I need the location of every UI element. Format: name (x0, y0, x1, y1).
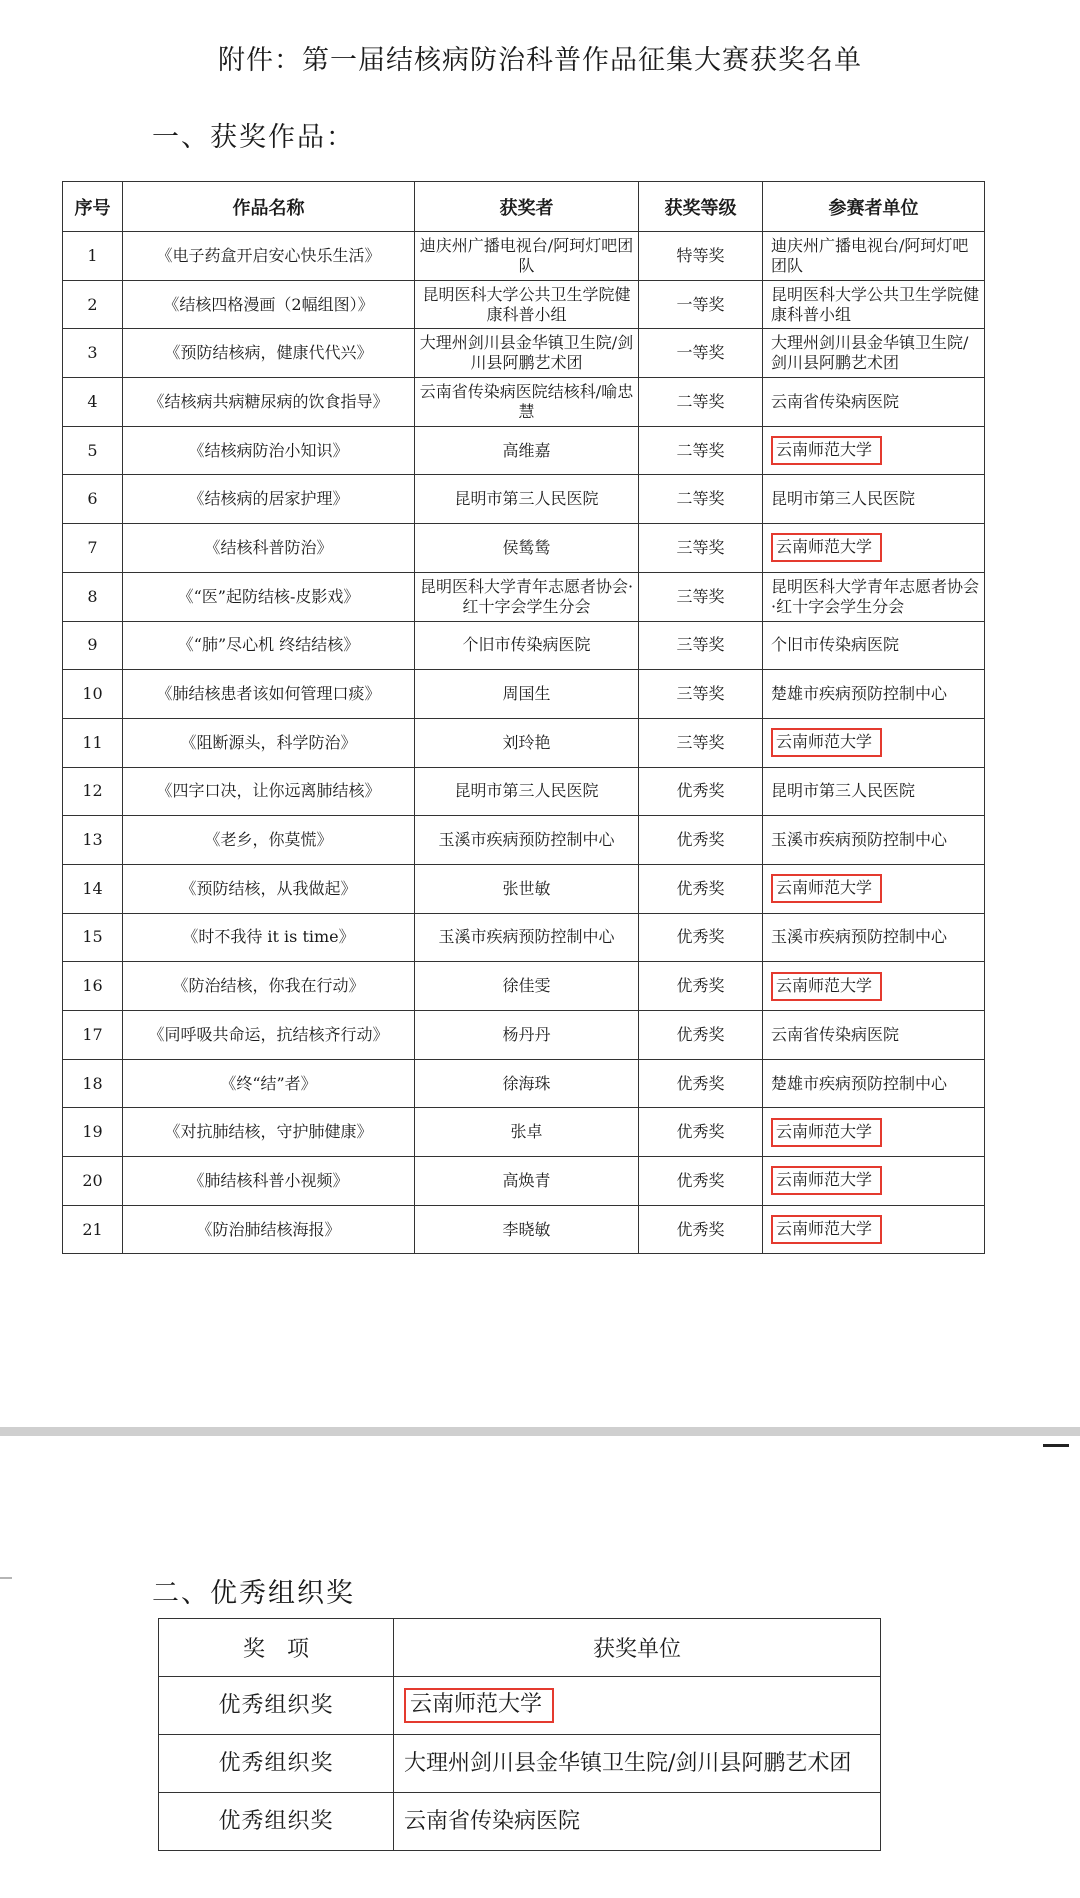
header-participant-unit: 参赛者单位 (763, 182, 985, 232)
cell-award-level: 优秀奖 (639, 1011, 763, 1060)
cell-number: 16 (63, 962, 123, 1011)
cell-number: 15 (63, 913, 123, 962)
cell-participant-unit (763, 524, 985, 573)
cell-winner: 徐佳雯 (415, 962, 639, 1011)
cell-participant-unit: 玉溪市疾病预防控制中心 (763, 816, 985, 865)
table-row (63, 621, 985, 670)
cell-winner: 个旧市传染病医院 (415, 621, 639, 670)
table-row (63, 670, 985, 719)
cell-award-unit: 云南省传染病医院 (394, 1793, 881, 1851)
header-award-level: 获奖等级 (639, 182, 763, 232)
table-row (63, 767, 985, 816)
cell-work-title: 《终“结”者》 (123, 1059, 415, 1108)
cell-number: 19 (63, 1108, 123, 1157)
cell-participant-unit: 大理州剑川县金华镇卫生院/剑川县阿鹏艺术团 (763, 329, 985, 378)
cell-number: 2 (63, 280, 123, 329)
cell-award-level: 优秀奖 (639, 1108, 763, 1157)
table-row (63, 280, 985, 329)
cell-participant-unit: 昆明医科大学公共卫生学院健康科普小组 (763, 280, 985, 329)
cell-award-level: 三等奖 (639, 670, 763, 719)
table-row (63, 913, 985, 962)
table-row (63, 232, 985, 281)
table-row (63, 572, 985, 621)
cell-work-title: 《预防结核病，健康代代兴》 (123, 329, 415, 378)
section-title-awards: 一、获奖作品： (152, 122, 355, 153)
cell-work-title: 《“肺”尽心机 终结结核》 (123, 621, 415, 670)
cell-work-title: 《同呼吸共命运，抗结核齐行动》 (123, 1011, 415, 1060)
page-edge-mark (1043, 1444, 1069, 1447)
cell-award-level: 一等奖 (639, 329, 763, 378)
cell-winner: 玉溪市疾病预防控制中心 (415, 816, 639, 865)
highlighted-unit: 云南师范大学 (771, 1118, 882, 1147)
cell-work-title: 《防治肺结核海报》 (123, 1205, 415, 1254)
cell-work-title: 《四字口决，让你远离肺结核》 (123, 767, 415, 816)
cell-award-level: 优秀奖 (639, 913, 763, 962)
table-row (63, 1059, 985, 1108)
cell-winner: 大理州剑川县金华镇卫生院/剑川县阿鹏艺术团 (415, 329, 639, 378)
cell-award-unit: 大理州剑川县金华镇卫生院/剑川县阿鹏艺术团 (394, 1735, 881, 1793)
highlighted-unit: 云南师范大学 (771, 1215, 882, 1244)
cell-participant-unit: 昆明市第三人民医院 (763, 767, 985, 816)
highlighted-unit: 云南师范大学 (771, 436, 882, 465)
cell-work-title: 《结核科普防治》 (123, 524, 415, 573)
highlighted-unit: 云南师范大学 (771, 1166, 882, 1195)
table-row (63, 426, 985, 475)
cell-work-title: 《结核病共病糖尿病的饮食指导》 (123, 378, 415, 427)
cell-number: 4 (63, 378, 123, 427)
cell-work-title: 《肺结核患者该如何管理口痰》 (123, 670, 415, 719)
table-row (63, 962, 985, 1011)
cell-participant-unit (763, 864, 985, 913)
cell-participant-unit: 云南省传染病医院 (763, 1011, 985, 1060)
cell-participant-unit (763, 962, 985, 1011)
cell-participant-unit: 个旧市传染病医院 (763, 621, 985, 670)
cell-work-title: 《对抗肺结核，守护肺健康》 (123, 1108, 415, 1157)
header-work-title: 作品名称 (123, 182, 415, 232)
table-row (63, 1157, 985, 1206)
cell-winner: 昆明市第三人民医院 (415, 475, 639, 524)
section-title-organization-award: 二、优秀组织奖 (152, 1578, 355, 1609)
cell-award-level: 优秀奖 (639, 767, 763, 816)
cell-award-level: 特等奖 (639, 232, 763, 281)
page-break-divider (0, 1427, 1080, 1436)
cell-award-level: 优秀奖 (639, 864, 763, 913)
cell-award-level: 二等奖 (639, 475, 763, 524)
cell-number: 5 (63, 426, 123, 475)
cell-work-title: 《老乡，你莫慌》 (123, 816, 415, 865)
cell-number: 10 (63, 670, 123, 719)
table-row (63, 1011, 985, 1060)
document-title: 附件：第一届结核病防治科普作品征集大赛获奖名单 (218, 45, 862, 76)
table-row (63, 524, 985, 573)
cell-number: 21 (63, 1205, 123, 1254)
highlighted-unit: 云南师范大学 (771, 972, 882, 1001)
cell-number: 9 (63, 621, 123, 670)
cell-winner: 刘玲艳 (415, 718, 639, 767)
cell-award-level: 一等奖 (639, 280, 763, 329)
cell-work-title: 《结核病防治小知识》 (123, 426, 415, 475)
table-row (63, 1205, 985, 1254)
cell-number: 1 (63, 232, 123, 281)
cell-participant-unit: 楚雄市疾病预防控制中心 (763, 670, 985, 719)
org-table-header-row (159, 1619, 881, 1677)
table-row (63, 816, 985, 865)
cell-work-title: 《电子药盒开启安心快乐生活》 (123, 232, 415, 281)
cell-award-level: 三等奖 (639, 621, 763, 670)
cell-winner: 张卓 (415, 1108, 639, 1157)
cell-winner: 李晓敏 (415, 1205, 639, 1254)
table-row (159, 1677, 881, 1735)
cell-number: 12 (63, 767, 123, 816)
cell-winner: 周国生 (415, 670, 639, 719)
awards-table-header-row (63, 182, 985, 232)
header-number: 序号 (63, 182, 123, 232)
cell-award-level: 二等奖 (639, 426, 763, 475)
table-row (63, 329, 985, 378)
cell-participant-unit (763, 1157, 985, 1206)
cell-work-title: 《阻断源头，科学防治》 (123, 718, 415, 767)
cell-number: 17 (63, 1011, 123, 1060)
cell-award-level: 三等奖 (639, 524, 763, 573)
highlighted-unit: 云南师范大学 (771, 874, 882, 903)
cell-award-level: 优秀奖 (639, 1205, 763, 1254)
cell-number: 13 (63, 816, 123, 865)
awards-table (62, 181, 985, 1254)
cell-winner: 张世敏 (415, 864, 639, 913)
cell-award-unit (394, 1677, 881, 1735)
table-row (63, 378, 985, 427)
highlighted-unit: 云南师范大学 (771, 728, 882, 757)
cell-award-level: 三等奖 (639, 718, 763, 767)
table-row (63, 718, 985, 767)
awards-table-body (63, 232, 985, 1254)
cell-winner: 高维嘉 (415, 426, 639, 475)
cell-number: 14 (63, 864, 123, 913)
cell-award-level: 优秀奖 (639, 1157, 763, 1206)
cell-winner: 昆明医科大学公共卫生学院健康科普小组 (415, 280, 639, 329)
table-row (159, 1735, 881, 1793)
table-row (63, 1108, 985, 1157)
cell-participant-unit: 昆明市第三人民医院 (763, 475, 985, 524)
table-row (63, 475, 985, 524)
cell-work-title: 《预防结核，从我做起》 (123, 864, 415, 913)
cell-participant-unit: 云南省传染病医院 (763, 378, 985, 427)
cell-participant-unit (763, 718, 985, 767)
cell-participant-unit (763, 1205, 985, 1254)
cell-work-title: 《“医”起防结核-皮影戏》 (123, 572, 415, 621)
header-award-unit: 获奖单位 (394, 1619, 881, 1677)
cell-winner: 侯鸶鸶 (415, 524, 639, 573)
cell-winner: 迪庆州广播电视台/阿珂灯吧团队 (415, 232, 639, 281)
cell-award-level: 三等奖 (639, 572, 763, 621)
cell-number: 8 (63, 572, 123, 621)
cell-winner: 昆明市第三人民医院 (415, 767, 639, 816)
highlighted-unit: 云南师范大学 (404, 1688, 554, 1723)
cell-award-level: 二等奖 (639, 378, 763, 427)
cell-participant-unit: 迪庆州广播电视台/阿珂灯吧团队 (763, 232, 985, 281)
cell-award-level: 优秀奖 (639, 816, 763, 865)
organization-award-table (158, 1618, 881, 1851)
cell-participant-unit (763, 1108, 985, 1157)
org-table-body (159, 1677, 881, 1851)
table-row (159, 1793, 881, 1851)
cell-number: 18 (63, 1059, 123, 1108)
cell-winner: 高焕青 (415, 1157, 639, 1206)
cell-number: 6 (63, 475, 123, 524)
table-row (63, 864, 985, 913)
cell-participant-unit: 昆明医科大学青年志愿者协会·红十字会学生分会 (763, 572, 985, 621)
cell-participant-unit (763, 426, 985, 475)
cell-number: 20 (63, 1157, 123, 1206)
cell-award-level: 优秀奖 (639, 962, 763, 1011)
cell-number: 3 (63, 329, 123, 378)
cell-award-item: 优秀组织奖 (159, 1735, 394, 1793)
cell-winner: 云南省传染病医院结核科/喻忠慧 (415, 378, 639, 427)
cell-award-level: 优秀奖 (639, 1059, 763, 1108)
cell-number: 7 (63, 524, 123, 573)
cell-work-title: 《防治结核，你我在行动》 (123, 962, 415, 1011)
cell-award-item: 优秀组织奖 (159, 1677, 394, 1735)
cell-winner: 杨丹丹 (415, 1011, 639, 1060)
highlighted-unit: 云南师范大学 (771, 533, 882, 562)
cell-work-title: 《肺结核科普小视频》 (123, 1157, 415, 1206)
cell-work-title: 《结核四格漫画（2幅组图）》 (123, 280, 415, 329)
cell-winner: 徐海珠 (415, 1059, 639, 1108)
scan-margin-mark (0, 1577, 12, 1579)
cell-winner: 昆明医科大学青年志愿者协会·红十字会学生分会 (415, 572, 639, 621)
cell-work-title: 《结核病的居家护理》 (123, 475, 415, 524)
header-winner: 获奖者 (415, 182, 639, 232)
cell-work-title: 《时不我待 it is time》 (123, 913, 415, 962)
cell-participant-unit: 楚雄市疾病预防控制中心 (763, 1059, 985, 1108)
cell-award-item: 优秀组织奖 (159, 1793, 394, 1851)
cell-participant-unit: 玉溪市疾病预防控制中心 (763, 913, 985, 962)
cell-winner: 玉溪市疾病预防控制中心 (415, 913, 639, 962)
cell-number: 11 (63, 718, 123, 767)
header-award-item: 奖 项 (159, 1619, 394, 1677)
